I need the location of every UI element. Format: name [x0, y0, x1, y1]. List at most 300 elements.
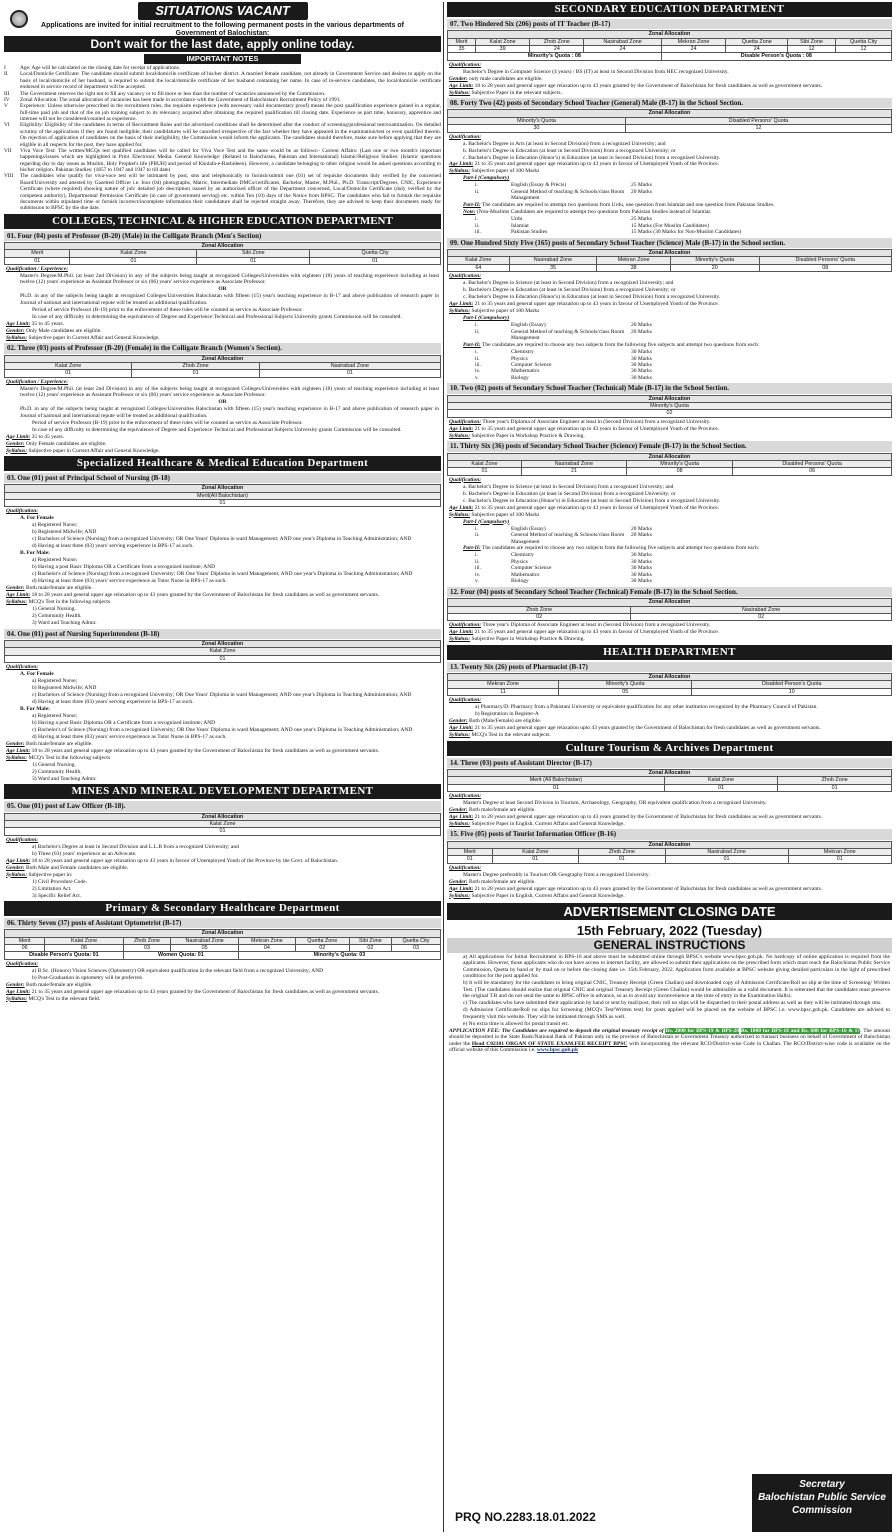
- list-item: a) All applications for Initial Recruitment in BPS-16 and above must be submitted online through BPSC's website www.bpsc.gob.pk. No hardcopy of online application is required from the applicants. However, those applicants who do not have access to internet facility, are allowed to submit their applications on the prescribed form which must reach the Balochistan Public Service Commission, Quetta by hand or by mail on or before the closing date i.e. 15th February, 2022. Application form available at BPSC website giving detailed particulars in the light of prescribed conditions for the post applied for.: [463, 953, 890, 980]
- zone-header-row: [448, 673, 892, 680]
- zone-name: Merit: [448, 38, 476, 45]
- prq-number: PRQ NO.2283.18.01.2022: [455, 1509, 596, 1524]
- syllabus-marks: 30 Marks: [631, 552, 652, 559]
- p01-note-ii: In case of any difficulty in determining the equivalence of Degree and Experience Technical and Professional Subjects University grants Commission will be consulted.: [32, 313, 402, 320]
- zone-header-row: [5, 355, 441, 362]
- note-number: VII: [4, 147, 12, 154]
- zone-value: 08: [759, 264, 891, 271]
- zone-name: Zhob Zone: [778, 777, 892, 784]
- zone-header-row: [448, 31, 892, 38]
- zone-values-row: [448, 264, 892, 271]
- list-item: c) Bachelor's of Science (Nursing) from a recognized University; OR One Years' Diploma in ward Management; AND one year's Diploma in Teaching Administration; AND: [32, 726, 413, 733]
- p02-syllabus: Subjective paper in Current Affair and General Knowledge.: [28, 447, 160, 454]
- zone-values-row: [5, 944, 441, 951]
- list-item: 1) General Nursing.: [32, 606, 76, 613]
- zone-value: 01: [5, 828, 441, 835]
- note-text: Zonal Allocation: The zonal allocation of vacancies has been made in accordance with the Government of Balochistan's Recruitment Policy of 1991.: [20, 96, 341, 103]
- syllabus-row: [447, 229, 892, 235]
- syllabus-num: i.: [475, 349, 478, 356]
- list-item: b) It will be mandatory for the candidates to bring original CNIC, Treasury Receipt (Green Challan) and downloaded copy of Admission Certificate/Roll no slip at the time of Screening/ Written Test. (The candidates should realize that original CNIC and original Treasury Receipt (Green Challan) would be admissible as a valid document. It is reiterated that the candidates must preserve the original T.R and do not send the same to BPSC office in advance, so as to avoid any inconvenience at the time of entry in the Examination Halls).: [463, 980, 890, 1000]
- list-item: a) Registered Nurse;: [32, 557, 78, 564]
- p01-age: 35 to 45 years.: [31, 320, 65, 327]
- zone-name: Zhob Zone: [579, 848, 665, 855]
- general-instructions-title: GENERAL INSTRUCTIONS: [447, 938, 892, 953]
- zone-value: 01: [778, 784, 892, 791]
- zone-name: Quetta Zone: [295, 937, 349, 944]
- zone-names-row: [448, 257, 892, 264]
- note-number: VI: [4, 122, 10, 129]
- zone-values-row: [448, 46, 892, 53]
- post-05-zone-table: [4, 813, 441, 836]
- masthead: [4, 2, 441, 36]
- syllabus-subject: English (Essay): [511, 525, 546, 532]
- list-item: 2) Limitation Act.: [32, 885, 72, 892]
- list-item: e) No extra time is allowed for postal transit etc.: [463, 1020, 570, 1027]
- syllabus-num: i.: [475, 525, 478, 532]
- zone-name: Kalat Zone: [5, 648, 441, 655]
- post-08-zone-table: [447, 109, 892, 132]
- note-number: III: [4, 90, 10, 97]
- zone-header-row: [448, 250, 892, 257]
- zone-name: Quetta Zone: [726, 38, 788, 45]
- zone-name: Minority's Quota: [627, 460, 733, 467]
- zone-values-row: [5, 655, 441, 662]
- post-10-title: 10. Two (02) posts of Secondary School Teacher (Technical) Male (B-17) in the School Section.: [447, 383, 892, 393]
- note-text: The Government reserves the right not to fill any vacancy or to fill more or less than the number of vacancies announced by the Commission.: [20, 90, 326, 97]
- list-item: d) Admission Certificate/Roll no slips for Screening (MCQ's Test/Written test) for posts applied will be placed on the website of BPSC i.e. www.bpsc.gob.pk. Candidates are advised to frequently visit this website. They will be intimated through SMS as well.: [463, 1007, 890, 1020]
- note-item: [4, 173, 441, 211]
- column-divider: [443, 2, 444, 1532]
- zone-value: 01: [259, 370, 440, 377]
- zone-name: Zhob Zone: [448, 606, 631, 613]
- zone-value: 35: [509, 264, 597, 271]
- zone-names-row: [448, 117, 892, 124]
- zone-values-row: [5, 257, 441, 264]
- zone-value: 01: [5, 655, 441, 662]
- sig-line-1: Secretary: [799, 1479, 845, 1490]
- zone-names-row: [448, 460, 892, 467]
- zone-name: Minority's Quota: [448, 117, 626, 124]
- zone-name: Sibi Zone: [197, 250, 310, 257]
- zone-value: 01: [5, 370, 132, 377]
- list-item: a. Bachelor's Degree in Science (at least in Second Division) from a recognized University; and: [463, 280, 674, 287]
- zone-names-row: [448, 38, 892, 45]
- syllabus-subject: Mathematics: [511, 368, 540, 375]
- list-item: 2) Community Health.: [32, 768, 82, 775]
- zone-allocation-label: Zonal Allocation: [5, 640, 441, 647]
- syllabus-marks: 30 Marks: [631, 368, 652, 375]
- dept-secondary-education: SECONDARY EDUCATION DEPARTMENT: [447, 2, 892, 17]
- closing-date-title: ADVERTISEMENT CLOSING DATE: [447, 903, 892, 920]
- zone-header-row: [448, 453, 892, 460]
- zone-values-row: [448, 688, 892, 695]
- left-column: SITUATIONS VACANT Applications are invited for initial recruitment to the following permanent posts in the various departments of Government of Balochistan: Don't wait for the last date, apply online today. IMPORTANT NOTES I Age: Age will be calculated on the closing date for receipt of applications. II Local/Domicile Certificate: The candidate should submit local/domicile certificate of his/her district. A married female candidate, not already in Government Service and desires to apply on the basis of local/domicile of her husband, is required to submit the local/domicile certificate of her husband containing her name. In case of in-service candidates, the local/domicile certificate endorsed in service record of department will be accepted. III The Government reserves the right not to fill any vacancy or to fill more or less than the number of vacancies announced by the Commission. IV Zonal Allocation: The zonal allocation of vacancies has been made in accordance with the Government of Balochistan's Recruitment Policy of 1991. V Experience: Unless otherwise prescribed in the recruitment rules, the requisite experience (with necessary valid documentary proof) means the post qualification experience gained in a regular, full-time paid job and that of the on job training subject to its relevancy acquired after obtaining the required qualification till closing date. Experience as part time, honorary, apprentice and internee will not be considered/counted as experience. VI Eligibility: Eligibility of the candidates in terms of Recruitment Rules and the advertised conditions shall be determined after the conduct of screening/professional test/examination. On detailed scrutiny of the applications if they are found ineligible, their candidatures will be cancelled irrespective of the fact whether they have appeared in the examination/test or even qualified therein. On rejection of application of candidates on the basis of their ineligibility, the Commission would inform the applicants. The candidates should therefore, make sure before applying that they are eligible in all respects for the post, they have applied for. VII Viva Voce Test: The written/MCQs test qualified candidates will be called for Viva Voce Test and the same would be as follows:- Current Affairs: (Last one or two month's important happenings/issues which are highlighted in Print /Electronic Media. General Knowledge: (Related to Balochistan, Pakistan and International) Islamic/Religious Studies: (Islamic questions regarding day to day issues as Muslim, Holy Prophet's life (PBUH) and period of Khulafa-e-Rashideen). However, a candidate belonging to other religion would be asked questions according to his/her religion. Pakistan Studies: (1857 to 1947 and 1947 to till date) VIII The candidates who qualify for viva-voce test will be intimated by post, sms and telephonically to furnish/submit one (01) set of requisite documents duly verified by the concerned Board/University and attested by Gazetted Officer i.e. four (04) photographs, Matric, Intermediate DMCs/certificates, Bachelor, Master, M.Phil., Ph.D. Transcript/Degrees, CNIC, Experience Certificate (where required) showing nature of job/ detailed job description issued by an authorized officer of the Department concerned, Local/Domicile Certificate (duly verified by the competent authority), Departmental Permission Certificate (in case of government serving) etc. within Ten (10) days of the Notice from BPSC. The candidates who fail to furnish the requisite documents within stipulated time or furnish incorrect/incomplete information their candidature shall be rejected straight away. Therefore, they are advised to keep their documents ready for submission to BPSC by the due date. COLLEGES, TECHNICAL & HIGHER EDUCATION DEPARTMENT 01. Four (04) posts of Professor (B-20) (Male) in the Colligate Branch (Men's Section) Zonal Allocation Merit Kalat Zone Sibi Zone Quetta City 01 01 01 01 Qualification / Experience: Master's Degree/M.Phil. (at least 2nd Division) in any of the subjects being taught at recognized Colleges/Universities with eighteen (18) years of teaching experience including at least twelve (12) years' experience as Assistant Professor or six (06) years' service experience as Associate Professor. OR Ph.D. in any of the subjects being taught at recognized Colleges/Universities Balochistan with fifteen (15) year's teaching experience in B-17 and above publication of research paper in Journal of national and international repute will be treated as additional qualification. Period of service Professor (B-19) prior to the enforcement of these rules will be counted as service as Associate Professor. In case of any difficulty in determining the equivalence of Degree and Experience Technical and Professional Subjects University grants Commission will be consulted. Age Limit: 35 to 45 years. Gender: Only Male candidates are eligible. Syllabus: Subjective paper in Current Affair and General Knowledge. 02. Three (03) posts of Professor (B-20) (Female) in the Colligate Branch (Women's Section). Zonal Allocation Kalat Zone Zhob Zone Nasirabad Zone 01 01 01 Qualification / Experience: Master's Degree/M.Phil. (at least 2nd Division) in any of the subjects being taught at recognized Colleges/Universities with eighteen (18) years of teaching experience including at least twelve (12) years' experience as Assistant Professor or six (06) years' service experience as Associate Professor. OR Ph.D. in any of the subjects being taught at recognized Colleges/Universities Balochistan with fifteen (15) year's teaching experience in B-17 and above publication of research paper in Journal of national and international repute will be treated as additional qualification. Period of service Professor (B-19) prior to the enforcement of these rules will be counted as service as Associate Professor. In case of any difficulty in determining the equivalence of Degree and Experience Technical and Professional Subjects University grants Commission will be consulted. Age Limit: 35 to 45 years. Gender: Only Female candidates are eligible. Syllabus: Subjective paper in Current Affair and General Knowledge. Specialized Healthcare & Medical Education Department 03. One (01) post of Principal School of Nursing (B-18) Zonal Allocation Merit(All Balochistan) 01 Qualification: A. For Female a) Registered Nurse; b) Registered Midwife; AND c) Bachelors of Science (Nursing) from a recognized University; OR One Years' Diploma in ward Management; AND one year's Diploma in Teaching Administration; AND d) Having at least three (03) years' serving experience in BPS-17 as such. B. For Male: a) Registered Nurse; b) Having a post Basic Diploma OR a Certificate from a recognized institute; AND c) Bachelor's of Science (Nursing) from a recognized University; OR One Years' Diploma in ward Management; AND one year's Diploma in Teaching Administration; AND d) Having at least three (03) years' service experience as Tutor Nurse in BPS-17 as such. Gender: Both male/female are eligible. Age Limit: 18 to 28 years and general upper age relaxation up to 43 years granted by the Government of Balochistan for fresh candidates as well as government servants. Syllabus: MCQ's Test in the following subjects 1) General Nursing. 2) Community Health. 3) Ward and Teaching Admn: 04. One (01) post of Nursing Superintendent (B-18) Zonal Allocation Kalat Zone 01 Qualification: A. For Female a) Registered Nurse; b) Registered Midwife; AND c) Bachelors of Science (Nursing) from a recognized University; OR One Years' Diploma in ward Management; AND one year's Diploma in Teaching Administration; AND d) Having at least three (03) years' serving experience in BPS-17 as such. B. For Male: a) Registered Nurse; b) Having a post Basic Diploma OR a Certificate from a recognized institute; AND c) Bachelor's of Science (Nursing) from a recognized University; OR One Years' Diploma in ward Management; AND one year's Diploma in Teaching Administration; AND d) Having at least three (03) years' service experience as Tutor Nurse in BPS-17 as such. Gender: Both male/female are eligible. Age Limit: 18 to 28 years and general upper age relaxation up to 43 years granted by the Government of Balochistan for fresh candidates as well as government servants. Syllabus: MCQ's Test in the following subjects 1) General Nursing. 2) Community Health. 3) Ward and Teaching Admn: MINES AND MINERAL DEVELOPMENT DEPARTMENT 05. One (01) post of Law Officer (B-18). Zonal Allocation Kalat Zone 01 Qualification: a) Bachelor's Degree at least in Second Division and L.L.B from a recognized University; and b) Three (03) years' experience as an Advocate. Age Limit: 18 to 28 years and general upper age relaxation up to 43 years in favour of Unemployed Youth of the Province by the Govt. of Balochistan. Gender: Both Male and Female candidates are eligible. Syllabus: Subjective paper in: 1) Civil Procedure Code. 2) Limitation Act. 3) Specific Relief Act. Primary & Secondary Healthcare Department 06. Thirty Seven (37) posts of Assistant Optometrist (B-17) Zonal Allocation Merit Kalat Zone Zhob Zone Nasirabad Zone Mekran Zone Quetta Zone Sibi Zone Quetta City 06 06 03 05 04 02 02 03 Disable Person's Quota: 01 Women Quota: 01 Minority's Quota: 03 Qualification: a) B.Sc. (Honors) Vision Sciences (Optometry) OR equivalent qualification in the relevant field from a recognized University; AND b) Post-Graduation in optometry will be preferred. Gender: Both male/female are eligible. Age Limit: 21 to 35 years and general upper age relaxation up to 43 years granted by the Government of Balochistan for fresh candidates as well as government servants. Syllabus: MCQ's Test in the relevant field.: [4, 3, 441, 1002]
- note-number: V: [4, 103, 8, 110]
- zone-names-row: [5, 250, 441, 257]
- intro-text: Applications are invited for initial recruitment to the following permanent posts in the various departments of Government of Balochistan:: [41, 22, 404, 38]
- zone-value: 01: [5, 500, 441, 507]
- zone-value: 01: [664, 784, 778, 791]
- sig-line-3: Commission: [791, 1505, 852, 1516]
- zone-values-row: [5, 500, 441, 507]
- syllabus-row: [447, 578, 892, 584]
- p01-q2: Ph.D. in any of the subjects being taught at recognized Colleges/Universities Balochistan with fifteen (15) year's teaching experience in B-17 and above publication of research paper in Journal of national and international repute will be treated as additional qualification.: [20, 293, 439, 306]
- syllabus-num: ii.: [475, 222, 480, 229]
- zone-header-row: [448, 841, 892, 848]
- zone-names-row: [448, 403, 892, 410]
- post-11-zone-table: [447, 453, 892, 476]
- zone-name: Nasirabad Zone: [584, 38, 661, 45]
- zone-value: 02: [448, 613, 631, 620]
- list-item: a) Registered Nurse;: [32, 522, 78, 529]
- syllabus-subject: Biology: [511, 578, 529, 585]
- zone-name: Merit: [5, 937, 45, 944]
- dept-health: HEALTH DEPARTMENT: [447, 645, 892, 660]
- quota-cell: Disable Person's Quota: 01: [5, 952, 124, 959]
- syllabus-subject: Computer Science: [511, 565, 552, 572]
- note-text: Local/Domicile Certificate: The candidate should submit local/domicile certificate of his/her district. A married female candidate, not already in Government Service and desires to apply on the basis of local/domicile of her husband, is required to submit the local/domicile certificate of her husband containing her name. In case of in-service candidates, the local/domicile certificate endorsed in service record of department will be accepted.: [20, 71, 441, 91]
- syllabus-marks: 20 Marks: [631, 532, 652, 539]
- zone-value: 24: [530, 46, 584, 53]
- zone-allocation-label: Zonal Allocation: [448, 250, 892, 257]
- syllabus-subject: English (Essay & Précis): [511, 182, 567, 189]
- syllabus-marks: 15 Marks (30 Marks for Non-Muslim Candidates): [631, 229, 742, 236]
- zone-name: Disabled Persons' Quota: [625, 117, 891, 124]
- closing-date: 15th February, 2022 (Tuesday): [576, 923, 763, 939]
- zone-name: Nasirabad Zone: [509, 257, 597, 264]
- zone-names-row: [448, 606, 892, 613]
- zone-allocation-label: Zonal Allocation: [448, 110, 892, 117]
- syllabus-subject: Computer Science: [511, 361, 552, 368]
- zone-value: 05: [171, 944, 239, 951]
- zone-header-row: [5, 640, 441, 647]
- syllabus-num: ii.: [475, 558, 480, 565]
- zone-values-row: [448, 468, 892, 475]
- zone-allocation-label: Zonal Allocation: [5, 485, 441, 492]
- syllabus-row: [447, 375, 892, 381]
- syllabus-num: v.: [475, 374, 479, 381]
- zone-header-row: [5, 485, 441, 492]
- note-number: II: [4, 71, 8, 78]
- syllabus-subject: Physics: [511, 355, 528, 362]
- syllabus-marks: 30 Marks: [631, 571, 652, 578]
- post-07-zone-table: [447, 30, 892, 61]
- zone-name: Kalat Zone: [664, 777, 778, 784]
- signature-block: [752, 1474, 892, 1532]
- zone-header-row: [5, 930, 441, 937]
- quota-cell: Women Quota: 01: [123, 952, 238, 959]
- zone-names-row: [5, 492, 441, 499]
- zone-name: Quetta City: [310, 250, 441, 257]
- post-03-zone-table: [4, 484, 441, 507]
- syllabus-subject: Mathematics: [511, 571, 540, 578]
- list-item: b. Bachelor's Degree in Education (at least in Second Division) from a recognized University; or: [463, 490, 676, 497]
- syllabus-num: iii.: [475, 361, 481, 368]
- post-02-zone-table: [4, 355, 441, 378]
- zone-values-row: [448, 410, 892, 417]
- post-01-title: 01. Four (04) posts of Professor (B-20) (Male) in the Colligate Branch (Men's Section): [4, 231, 441, 241]
- list-item: b) Registration in Register-A: [475, 711, 539, 718]
- list-item: c. Bachelor's Degree in Education (Honor's) in Education (at least in Second Division) from a recognized University.: [463, 154, 721, 161]
- note-item: [4, 71, 441, 90]
- post-14-zone-table: [447, 769, 892, 792]
- zone-values-row: [448, 125, 892, 132]
- syllabus-subject: General Method of teaching & Schools/class Room Management: [511, 532, 625, 545]
- syllabus-marks: 20 Marks: [631, 188, 652, 195]
- zone-name: Mekran Zone: [238, 937, 295, 944]
- notes-title: IMPORTANT NOTES: [144, 54, 301, 64]
- syllabus-marks: 30 Marks: [631, 374, 652, 381]
- post-15-title: 15. Five (05) posts of Tourist Information Officer (B-16): [447, 829, 892, 839]
- zone-value: 01: [448, 468, 522, 475]
- zone-name: Kalat Zone: [5, 362, 132, 369]
- note-item: [4, 122, 441, 148]
- zone-header-row: [5, 242, 441, 249]
- zone-value: 06: [733, 468, 892, 475]
- zone-value: 39: [475, 46, 529, 53]
- post-08-title: 08. Forty Two (42) posts of Secondary School Teacher (General) Male (B-17) in the School Section.: [447, 98, 892, 108]
- zone-value: 06: [5, 944, 45, 951]
- list-item: b) Three (03) years' experience as an Advocate.: [32, 850, 137, 857]
- zone-allocation-label: Zonal Allocation: [5, 242, 441, 249]
- zone-name: Kalat Zone: [448, 460, 522, 467]
- zone-value: 01: [5, 257, 70, 264]
- zone-values-row: [448, 856, 892, 863]
- zone-value: 02: [631, 613, 892, 620]
- list-item: d) Having at least three (03) years' service experience as Tutor Nurse in BPS-17 as such.: [32, 578, 227, 585]
- zone-value: 03: [391, 944, 440, 951]
- p02-gender: Only Female candidates are eligible.: [26, 440, 107, 447]
- syllabus-marks: 15 Marks (For Muslim Candidates): [631, 222, 709, 229]
- syllabus-marks: 25 Marks: [631, 216, 652, 223]
- post-05-title: 05. One (01) post of Law Officer (B-18).: [4, 801, 441, 811]
- post-09-title: 09. One Hundred Sixty Five (165) posts of Secondary School Teacher (Science) Male (B-17) in the School section.: [447, 238, 892, 248]
- zone-value: 30: [448, 125, 626, 132]
- apply-online-banner: Don't wait for the last date, apply online today.: [4, 36, 441, 52]
- list-item: b) Having a post Basic Diploma OR a Certificate from a recognized institute; AND: [32, 564, 216, 571]
- list-item: 3) Specific Relief Act.: [32, 892, 82, 899]
- zone-name: Nasirabad Zone: [171, 937, 239, 944]
- list-item: 2) Community Health.: [32, 613, 82, 620]
- zone-allocation-label: Zonal Allocation: [448, 599, 892, 606]
- syllabus-num: i.: [475, 216, 478, 223]
- syllabus-marks: 30 Marks: [631, 565, 652, 572]
- dept-mines: MINES AND MINERAL DEVELOPMENT DEPARTMENT: [4, 784, 441, 799]
- note-item: [4, 103, 441, 122]
- zone-names-row: [5, 648, 441, 655]
- p01-gender: Only Male candidates are eligible.: [26, 327, 102, 334]
- syllabus-marks: 30 Marks: [631, 361, 652, 368]
- zone-name: Merit: [448, 848, 493, 855]
- note-text: Experience: Unless otherwise prescribed in the recruitment rules, the requisite experience (with necessary valid documentary proof) means the post qualification experience gained in a regular, full-time paid job and that of the on job training subject to its relevancy acquired after obtaining the required qualification till closing date. Experience as part time, honorary, apprentice and internee will not be considered/counted as experience.: [20, 103, 441, 122]
- syllabus-num: i.: [475, 322, 478, 329]
- note-text: Eligibility: Eligibility of the candidates in terms of Recruitment Rules and the advertised conditions shall be determined after the conduct of screening/professional test/examination. On detailed scrutiny of the applications if they are found ineligible, their candidatures will be cancelled irrespective of the fact whether they have appeared in the examination/test or even qualified therein. On rejection of application of candidates on the basis of their ineligibility, the Commission would inform the applicants. The candidates should therefore, make sure before applying that they are eligible in all respects for the post, they have applied for.: [20, 122, 441, 148]
- zone-name: Mekran Zone: [661, 38, 726, 45]
- qualification-label: Qualification / Experience:: [6, 266, 69, 272]
- syllabus-marks: 20 Marks: [631, 322, 652, 329]
- zone-name: Kalat Zone: [45, 937, 123, 944]
- right-column: SECONDARY EDUCATION DEPARTMENT 07. Two Hindered Six (206) posts of IT Teacher (B-17) Zonal Allocation Merit Kalat Zone Zhob Zone Nasirabad Zone Mekran Zone Quetta Zone Sibi Zone Quetta City 35 39 24 24 24 24 12 12 Minority's Quota : 08 Disable Person's Quota : 08 Qualification: Bachelor's Degree in Computer Science (4 years) / BS (IT) at least in Second Division from HEC recognized University. Gender: only male candidates are eligible. Age Limit: 18 to 28 years and general upper age relaxation up to 43 years granted by the Government of Balochistan for fresh candidates as well as government servants. Syllabus: Subjective Paper in the relevant subjects. 08. Forty Two (42) posts of Secondary School Teacher (General) Male (B-17) in the School Section. Zonal Allocation Minority's Quota Disabled Persons' Quota 30 12 Qualification: a. Bachelor's Degree in Arts (at least in Second Division) from a recognized University; and b. Bachelor's Degree in Education (at least in Second Division) from a recognized University; or c. Bachelor's Degree in Education (Honor's) in Education (at least in Second Division) from a recognized University. Age Limit: 21 to 35 years and general upper age relaxation up to 43 years in favour of Unemployed Youth of the Province. Syllabus: Subjective paper of 100 Marks Part-I (Compulsory) i. English (Essay & Précis) 25 Marks ii. General Method of teaching & Schools/class Room Management 20 Marks Part-II: The candidates are required to attempt two questions from Urdu, one question from Islamiat and one question from Pakistan Studies. Note: (Non-Muslims Candidates are required to attempt two questions from Pakistan Studies instead of Islamiat. i. Urdu 25 Marks ii. Islamiat 15 Marks (For Muslim Candidates) iii. Pakistan Studies 15 Marks (30 Marks for Non-Muslim Candidates) 09. One Hundred Sixty Five (165) posts of Secondary School Teacher (Science) Male (B-17) in the School section. Zonal Allocation Kalat Zone Nasirabad Zone Mekran Zone Minority's Quota Disabled Persons' Quota 64 35 38 20 08 Qualification: a. Bachelor's Degree in Science (at least in Second Division) from a recognized University; and b. Bachelor's Degree in Education (at least in Second Division) from a recognized University; or c. Bachelor's Degree in Education (Honor's) in Education (at least in Second Division) from a recognized University. Age Limit: 21 to 35 years and general upper age relaxation up to 43 years in favour of Unemployed Youth of the Province. Syllabus: Subjective paper of 100 Marks Part-I (Compulsory) i. English (Essay) 20 Marks ii. General Method of teaching & Schools/class Room Management 20 Marks Part-II: The candidates are required to choose any two subjects from the following five subjects and attempt two questions from each: i. Chemistry 30 Marks ii. Physics 30 Marks iii. Computer Science 30 Marks iv. Mathematics 30 Marks v. Biology 30 Marks 10. Two (02) posts of Secondary School Teacher (Technical) Male (B-17) in the School Section. Zonal Allocation Minority's Quota 02 Qualification: Three year's Diploma of Associate Engineer at least in (Second Division) from a recognized University. Age Limit: 21 to 35 years and general upper age relaxation up to 43 years in favour of Unemployed Youth of the Province. Syllabus: Subjective Paper in Workshop Practice & Drawing. 11. Thirty Six (36) posts of Secondary School Teacher (Science) Female (B-17) in the School Section. Zonal Allocation Kalat Zone Nasirabad Zone Minority's Quota Disabled Persons' Quota 01 21 08 06 Qualification: a. Bachelor's Degree in Science (at least in Second Division) from a recognized University; and b. Bachelor's Degree in Education (at least in Second Division) from a recognized University; or c. Bachelor's Degree in Education (Honor's) in Education (at least in Second Division) from a recognized University. Age Limit: 21 to 35 years and general upper age relaxation up to 43 years in favour of Unemployed Youth of the Province. Syllabus: Subjective paper of 100 Marks Part-I (Compulsory) i. English (Essay) 20 Marks ii. General Method of teaching & Schools/class Room Management 20 Marks Part-II: The candidates are required to choose any two subjects from the following five subjects and attempt two questions from each: i. Chemistry 30 Marks ii. Physics 30 Marks iii. Computer Science 30 Marks iv. Mathematics 30 Marks v. Biology 30 Marks 12. Four (04) posts of Secondary School Teacher (Technical) Female (B-17) in the School Section. Zonal Allocation Zhob Zone Nasirabad Zone 02 02 Qualification: Three year's Diploma of Associate Engineer at least in (Second Division) from a recognized University. Age Limit: 21 to 35 years and general upper age relaxation up to 43 years in favour of Unemployed Youth of the Province. Syllabus: Subjective Paper in Workshop Practice & Drawing. HEALTH DEPARTMENT 13. Twenty Six (26) posts of Pharmacist (B-17) Zonal Allocation Mekran Zone Minority's Quota Disabled Person's Quota 11 05 10 Qualification: a) Pharmacy/D. Pharmacy from a Pakistani University or equivalent qualification for any other institution recognized by the Pharmacy Council of Pakistan. b) Registration in Register-A Gender: Both (Male/Female) are eligible. Age Limit: 21 to 35 years and general upper age relaxation upto 43 years granted by the Government of Balochistan for fresh candidates as well as government servants. Syllabus: MCQ's Test in the relevant subjects. Culture Tourism & Archives Department 14. Three (03) posts of Assistant Director (B-17) Zonal Allocation Merit (All Balochistan) Kalat Zone Zhob Zone 01 01 01 Qualification: Master's Degree at least Second Division in Tourism, Archaeology, Geography, OR equivalent qualification from a recognized University. Gender: Both male/female are eligible. Age Limit: 21 to 28 years and general upper age relaxation up to 43 years granted by the Government of Balochistan for fresh candidates as well as government servants. Syllabus: Subjective Paper in English, Current Affairs and General Knowledge. 15. Five (05) posts of Tourist Information Officer (B-16) Zonal Allocation Merit Kalat Zone Zhob Zone Nasirabad Zone Mekran Zone 01 01 01 01 01 Qualification: Master's Degree preferably in Tourism OR Geography from a recognized University. Gender: Both male/female are eligible. Age Limit: 21 to 28 years and general upper age relaxation up to 43 years granted by the Government of Balochistan for fresh candidates as well as government servants. Syllabus: Subjective Paper in English, Current Affairs and General Knowledge. ADVERTISEMENT CLOSING DATE 15th February, 2022 (Tuesday) GENERAL INSTRUCTIONS a) All applications for Initial Recruitment in BPS-16 and above must be submitted online through BPSC's website www.bpsc.gob.pk. No hardcopy of online application is required from the applicants. However, those applicants who do not have access to internet facility, are allowed to submit their applications on the prescribed form which must reach the Balochistan Public Service Commission, Quetta by hand or by mail on or before the closing date i.e. 15th February, 2022. Application form available at BPSC website giving detailed particulars in the light of prescribed conditions for the post applied for. b) It will be mandatory for the candidates to bring original CNIC, Treasury Receipt (Green Challan) and downloaded copy of Admission Certificate/Roll no slip at the time of Screening/ Written Test. (The candidates should realize that original CNIC and original Treasury Receipt (Green Challan) would be admissible as a valid document. It is reiterated that the candidates must preserve the original T.R and do not send the same to BPSC office in advance, so as to avoid any inconvenience at the time of entry in the Examination Halls). c) The candidates who have submitted their application by hand or sent by mail/post, their roll no slips will be dispatched to their postal address as well as they will be intimated through sms. d) Admission Certificate/Roll no slips for Screening (MCQ's Test/Written test) for posts applied will be placed on the website of BPSC i.e. www.bpsc.gob.pk. Candidates are advised to frequently visit this website. They will be intimated through SMS as well. e) No extra time is allowed for postal transit etc. APPLICATION FEE: The Candidates are required to deposit the original treasury receipt of Rs. 2000 for BPS-19 & BPS-20 Rs. 1000 for BPS-18 and Rs. 600 for BPS-16 & 17. The amount should be deposited in the State Bank/National Bank of Pakistan only in the province of Balochistan or Government Treasury authorized to transact business on behalf of Government of Balochistan under the Head C02101 ORGAN OF STATE EXAM.FEE RECEIPT BPSC with incorporating the relevant RCO/District-wise Code in Challan. The RCO/District-wise code is available on the official website of this Commission i.e. www.bpsc.gob.pk PRQ NO.2283.18.01.2022 Secretary Balochistan Public Service Commission: [447, 2, 892, 1532]
- list-item: b. Bachelor's Degree in Education (at least in Second Division) from a recognized University; or: [463, 287, 676, 294]
- quota-row: [448, 53, 892, 60]
- list-item: b) Having a post Basic Diploma OR a Certificate from a recognized institute; AND: [32, 719, 216, 726]
- p02-q2: Ph.D. in any of the subjects being taught at recognized Colleges/Universities Balochistan with fifteen (15) year's teaching experience in B-17 and above publication of research paper in Journal of national and international repute will be treated as additional qualification.: [20, 406, 439, 419]
- post-07-title: 07. Two Hindered Six (206) posts of IT Teacher (B-17): [447, 19, 892, 29]
- zone-name: Mekran Zone: [597, 257, 671, 264]
- zone-value: 05: [559, 688, 692, 695]
- list-item: 1) Civil Procedure Code.: [32, 878, 87, 885]
- post-15-zone-table: [447, 841, 892, 864]
- zone-value: 64: [448, 264, 510, 271]
- zone-value: 02: [349, 944, 391, 951]
- zone-allocation-label: Zonal Allocation: [448, 769, 892, 776]
- zone-name: Zhob Zone: [123, 937, 171, 944]
- zone-values-row: [5, 828, 441, 835]
- zone-name: Kalat Zone: [70, 250, 197, 257]
- zone-value: 02: [295, 944, 349, 951]
- list-item: d) Having at least three (03) years' service experience as Tutor Nurse in BPS-17 as such.: [32, 733, 227, 740]
- syllabus-marks: 30 Marks: [631, 349, 652, 356]
- bpsc-website-link[interactable]: www.bpsc.gob.pk: [536, 1047, 579, 1054]
- syllabus-row: [447, 532, 892, 545]
- syllabus-row: [447, 329, 892, 342]
- zone-name: Merit (All Balochistan): [448, 777, 665, 784]
- zone-value: 12: [787, 46, 835, 53]
- post-09-zone-table: [447, 249, 892, 272]
- zone-value: 21: [521, 468, 626, 475]
- zone-name: Nasirabad Zone: [259, 362, 440, 369]
- zone-name: Kalat Zone: [475, 38, 529, 45]
- zone-name: Sibi Zone: [787, 38, 835, 45]
- zone-values-row: [448, 613, 892, 620]
- list-item: a. Bachelor's Degree in Arts (at least in Second Division) from a recognized University; and: [463, 140, 666, 147]
- list-item: 3) Ward and Teaching Admn:: [32, 620, 97, 627]
- post-11-title: 11. Thirty Six (36) posts of Secondary School Teacher (Science) Female (B-17) in the School Section.: [447, 441, 892, 451]
- syllabus-num: i.: [475, 182, 478, 189]
- zone-name: Nasirabad Zone: [631, 606, 892, 613]
- zone-names-row: [448, 848, 892, 855]
- syllabus-marks: 30 Marks: [631, 578, 652, 585]
- list-item: c. Bachelor's Degree in Education (Honor's) in Education (at least in Second Division) from a recognized University.: [463, 497, 721, 504]
- list-item: c) Bachelors of Science (Nursing) from a recognized University; OR One Years' Diploma in ward Management; AND one year's Diploma in Teaching Administration; AND: [32, 691, 412, 698]
- p02-age: 35 to 45 years.: [31, 433, 65, 440]
- list-item: c. Bachelor's Degree in Education (Honor's) in Education (at least in Second Division) from a recognized University.: [463, 294, 721, 301]
- p01-q1: Master's Degree/M.Phil. (at least 2nd Division) in any of the subjects being taught at recognized Colleges/Universities with eighteen (18) years of teaching experience including at least twelve (12) years' experience as Assistant Professor or six (06) years' service experience as Associate Professor.: [20, 272, 439, 286]
- syllabus-subject: Islamiat: [511, 222, 529, 229]
- zone-value: 20: [670, 264, 759, 271]
- zone-value: 01: [788, 856, 891, 863]
- syllabus-num: v.: [475, 578, 479, 585]
- zone-name: Minority's Quota: [448, 403, 892, 410]
- post-04-zone-table: [4, 640, 441, 663]
- note-text: Viva Voce Test: The written/MCQs test qualified candidates will be called for Viva Voce Test and the same would be as follows:- Current Affairs: (Last one or two month's important happenings/issues which are highlighted in Print /Electronic Media. General Knowledge: (Related to Balochistan, Pakistan and International) Islamic/Religious Studies: (Islamic questions regarding day to day issues as Muslim, Holy Prophet's life (PBUH) and period of Khulafa-e-Rashideen). However, a candidate belonging to other religion would be asked questions according to his/her religion. Pakistan Studies: (1857 to 1947 and 1947 to till date): [20, 147, 441, 173]
- post-12-title: 12. Four (04) posts of Secondary School Teacher (Technical) Female (B-17) in the School Section.: [447, 587, 892, 597]
- zone-header-row: [448, 395, 892, 402]
- syllabus-marks: 30 Marks: [631, 355, 652, 362]
- note-text: The candidates who qualify for viva-voce test will be intimated by post, sms and telephonically to furnish/submit one (01) set of requisite documents duly verified by the concerned Board/University and attested by Gazetted Officer i.e. four (04) photographs, Matric, Intermediate DMCs/certificates, Bachelor, Master, M.Phil., Ph.D. Transcript/Degrees, CNIC, Experience Certificate (where required) showing nature of job/ detailed job description issued by an authorized officer of the Department concerned, Local/Domicile Certificate (duly verified by the competent authority), Departmental Permission Certificate (in case of government serving) etc. within Ten (10) days of the Notice from BPSC. The candidates who fail to furnish the requisite documents within stipulated time or furnish incorrect/incomplete information their candidature shall be rejected straight away. Therefore, they are advised to keep their documents ready for submission to BPSC by the due date.: [20, 173, 441, 212]
- important-notes: [4, 65, 441, 212]
- syllabus-subject: Pakistan Studies: [511, 229, 548, 236]
- syllabus-row: [447, 189, 892, 202]
- p01-note-i: Period of service Professor (B-19) prior to the enforcement of these rules will be counted as service as Associate Professor.: [32, 306, 303, 313]
- syllabus-num: iv.: [475, 571, 481, 578]
- zone-values-row: [448, 784, 892, 791]
- zone-name: Quetta City: [836, 38, 892, 45]
- list-item: 3) Ward and Teaching Admn:: [32, 775, 97, 782]
- quota-cell: Minority's Quota: 03: [238, 952, 440, 959]
- list-item: a. Bachelor's Degree in Science (at least in Second Division) from a recognized University; and: [463, 483, 674, 490]
- zone-name: Disabled Person's Quota: [692, 681, 892, 688]
- syllabus-num: ii.: [475, 188, 480, 195]
- post-13-title: 13. Twenty Six (26) posts of Pharmacist (B-17): [447, 662, 892, 672]
- zone-name: Minority's Quota: [559, 681, 692, 688]
- note-number: VIII: [4, 173, 14, 180]
- zone-value: 12: [836, 46, 892, 53]
- zone-name: Mekran Zone: [448, 681, 559, 688]
- list-item: c) Bachelor's of Science (Nursing) from a recognized University; OR One Years' Diploma in ward Management; AND one year's Diploma in Teaching Administration; AND: [32, 571, 413, 578]
- page-title: SITUATIONS VACANT: [138, 2, 308, 20]
- zone-value: 38: [597, 264, 671, 271]
- zone-allocation-label: Zonal Allocation: [448, 453, 892, 460]
- syllabus-num: ii.: [475, 328, 480, 335]
- zone-value: 01: [448, 784, 665, 791]
- zone-name: Kalat Zone: [492, 848, 578, 855]
- zone-name: Zhob Zone: [132, 362, 259, 369]
- zone-names-row: [5, 362, 441, 369]
- list-item: a) Bachelor's Degree at least in Second Division and L.L.B from a recognized University; and: [32, 843, 239, 850]
- zone-name: Kalat Zone: [448, 257, 510, 264]
- syllabus-subject: Chemistry: [511, 552, 534, 559]
- zone-value: 24: [661, 46, 726, 53]
- zone-names-row: [5, 820, 441, 827]
- dept-culture: Culture Tourism & Archives Department: [447, 741, 892, 756]
- syllabus-marks: 20 Marks: [631, 525, 652, 532]
- list-item: c) Bachelors of Science (Nursing) from a recognized University; OR One Years' Diploma in ward Management; AND one year's Diploma in Teaching Administration; AND: [32, 536, 412, 543]
- syllabus-subject: Biology: [511, 374, 529, 381]
- syllabus-num: i.: [475, 552, 478, 559]
- syllabus-marks: 25 Marks: [631, 182, 652, 189]
- zone-name: Kalat Zone: [5, 820, 441, 827]
- syllabus-num: ii.: [475, 355, 480, 362]
- list-item: b) Registered Midwife; AND: [32, 684, 97, 691]
- fee-highlight-2: Rs. 1000 for BPS-18 and Rs. 600 for BPS-16 & 17: [740, 1027, 861, 1034]
- zone-name: Disabled Persons' Quota: [733, 460, 892, 467]
- zone-value: 01: [197, 257, 310, 264]
- zone-value: 08: [627, 468, 733, 475]
- post-01-zone-table: [4, 242, 441, 265]
- zone-value: 01: [132, 370, 259, 377]
- zone-name: Merit: [5, 250, 70, 257]
- zone-header-row: [5, 813, 441, 820]
- syllabus-subject: English (Essay): [511, 322, 546, 329]
- zone-allocation-label: Zonal Allocation: [5, 930, 441, 937]
- post-14-title: 14. Three (03) posts of Assistant Director (B-17): [447, 758, 892, 768]
- fee-highlight-1: Rs. 2000 for BPS-19 & BPS-20: [665, 1027, 740, 1034]
- zone-name: Nasirabad Zone: [665, 848, 788, 855]
- list-item: a) Registered Nurse;: [32, 712, 78, 719]
- general-instructions: [447, 954, 892, 1027]
- zone-names-row: [5, 937, 441, 944]
- zone-name: Disabled Persons' Quota: [759, 257, 891, 264]
- zone-value: 04: [238, 944, 295, 951]
- zone-value: 01: [70, 257, 197, 264]
- zone-allocation-label: Zonal Allocation: [448, 673, 892, 680]
- syllabus-num: iv.: [475, 368, 481, 375]
- list-item: a) Registered Nurse;: [32, 677, 78, 684]
- post-10-zone-table: [447, 395, 892, 418]
- syllabus-num: iii.: [475, 229, 481, 236]
- zone-value: 06: [45, 944, 123, 951]
